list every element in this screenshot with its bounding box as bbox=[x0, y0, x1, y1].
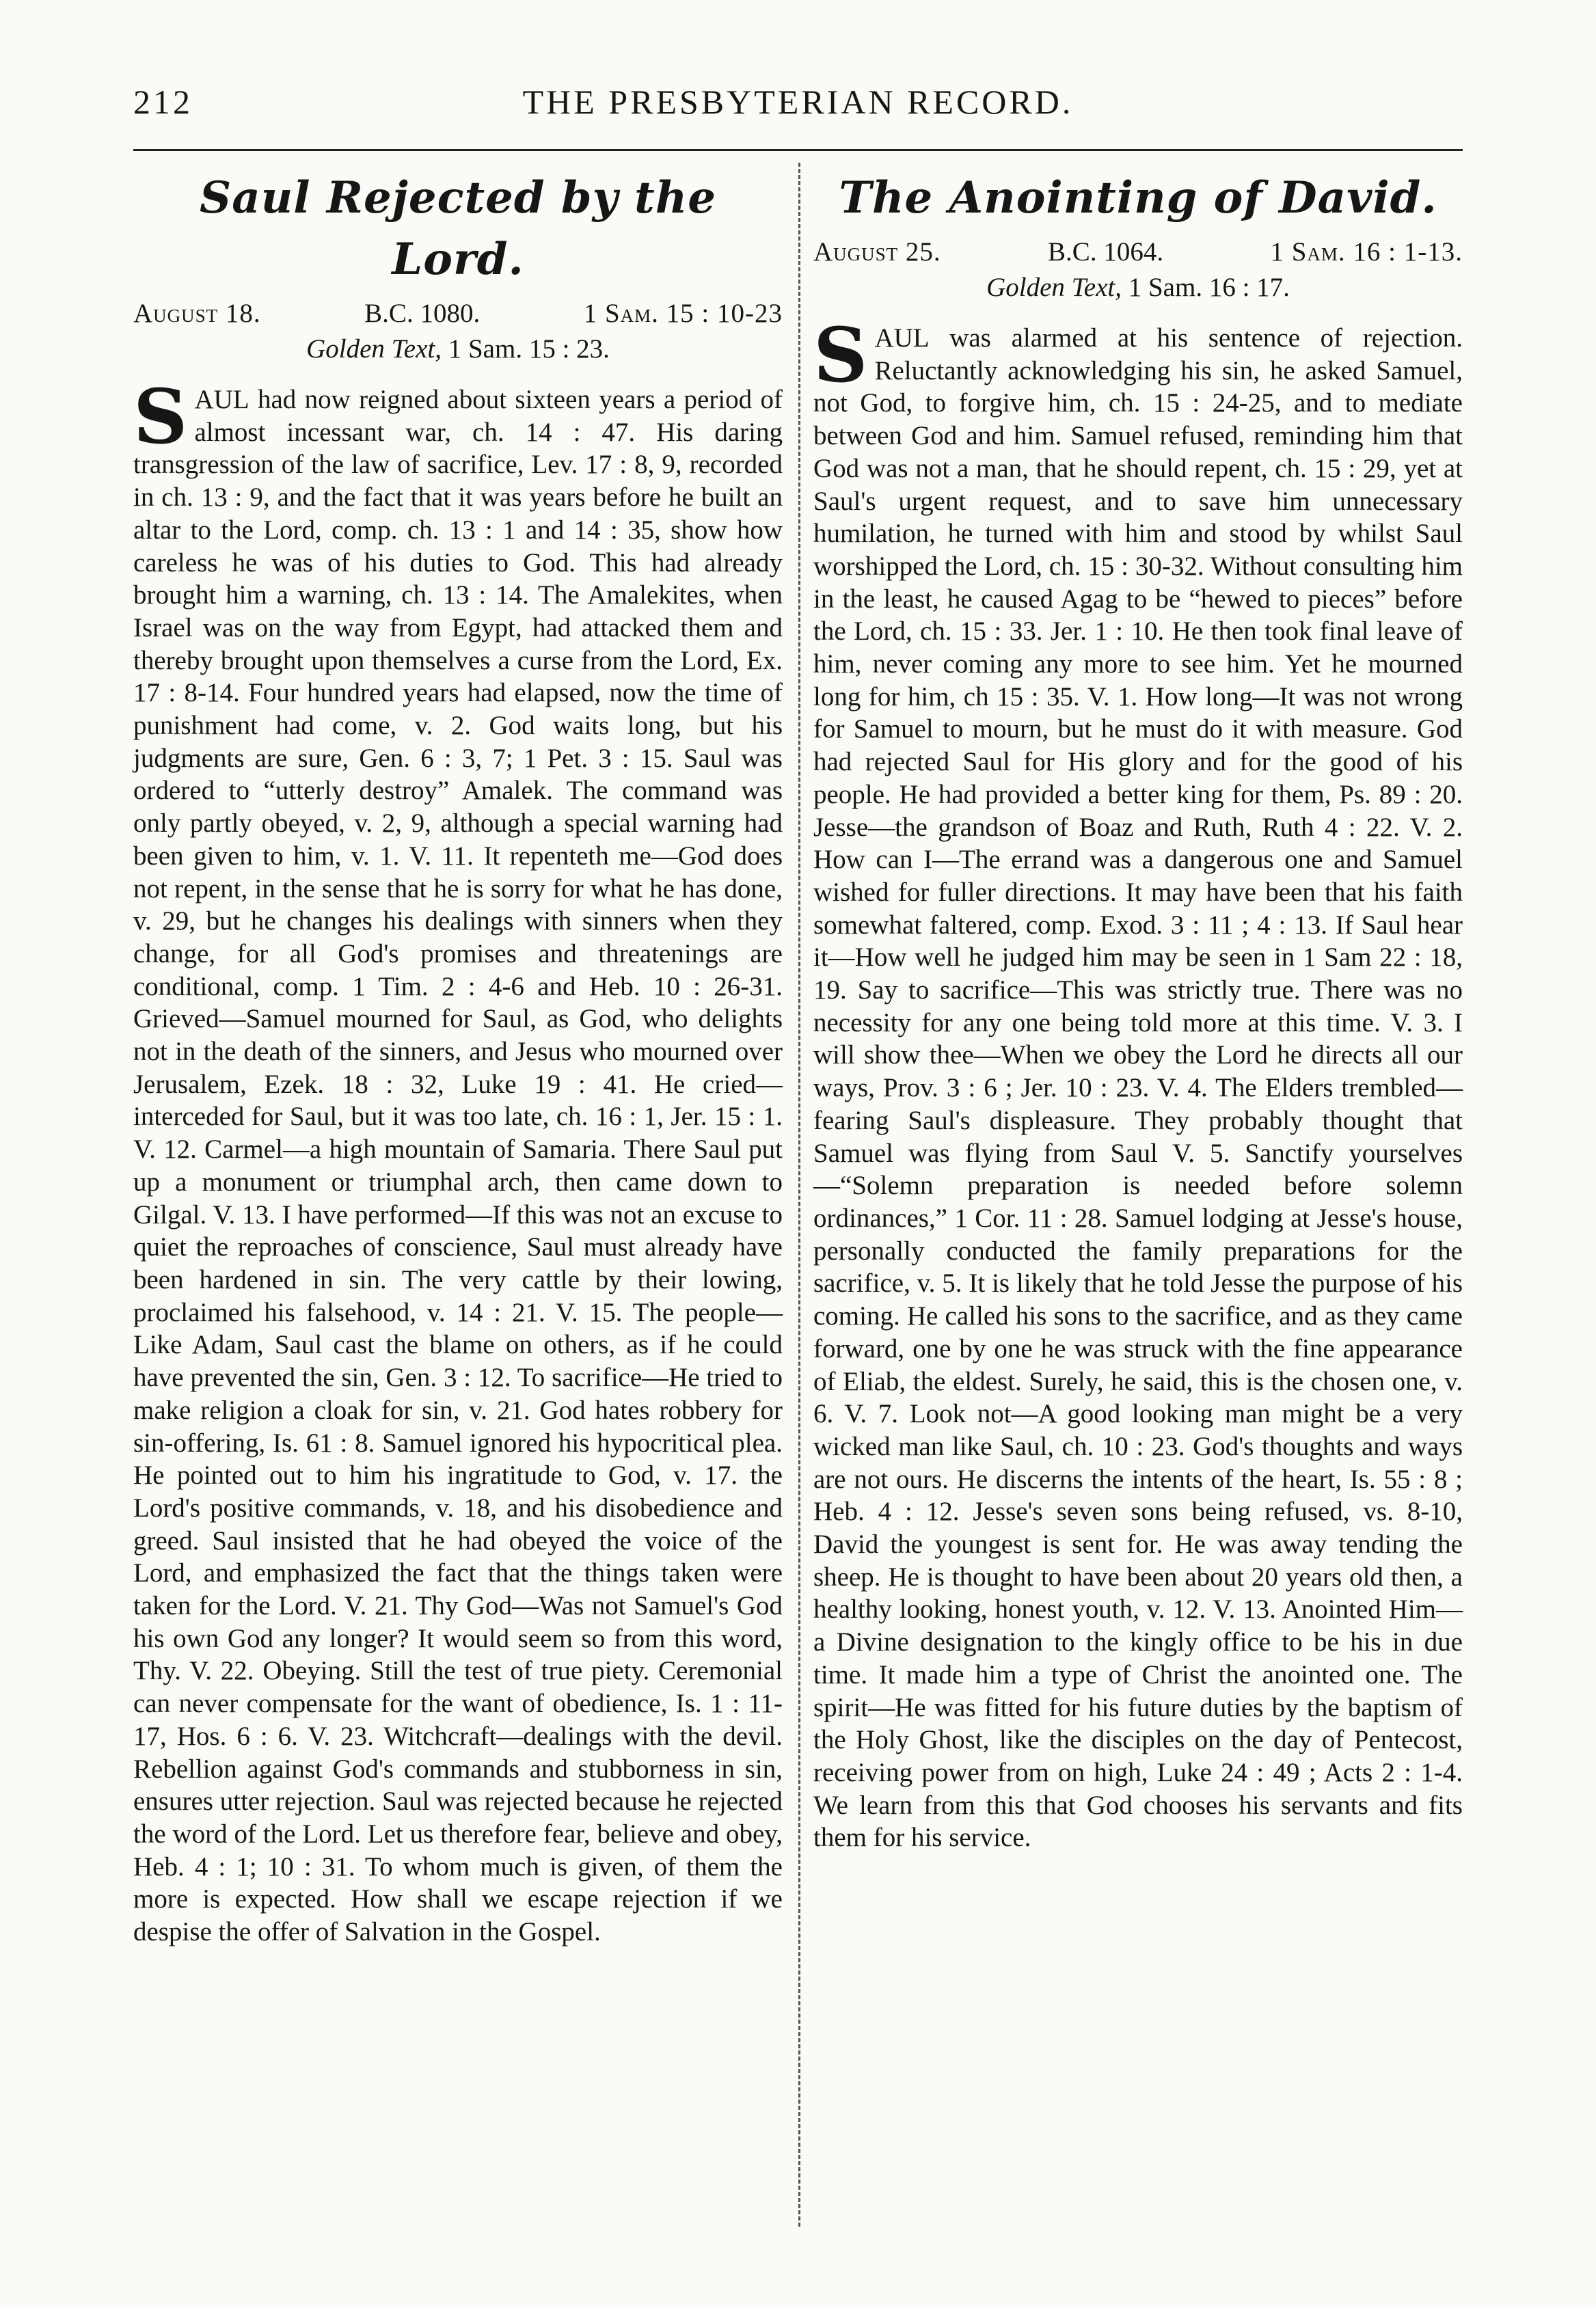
lesson-column-right bbox=[813, 167, 1463, 1854]
lesson-body bbox=[813, 311, 1463, 1854]
lesson-column-left bbox=[133, 167, 783, 1949]
golden-text-label: Golden Text, bbox=[306, 334, 442, 364]
header-rule bbox=[133, 149, 1463, 151]
lesson-title: Saul Rejected by the Lord. bbox=[200, 172, 716, 285]
drop-cap: S bbox=[133, 372, 188, 461]
drop-cap: S bbox=[813, 311, 868, 399]
lesson-title: The Anointing of David. bbox=[839, 172, 1437, 223]
running-title: THE PRESBYTERIAN RECORD. bbox=[522, 83, 1074, 121]
page-header bbox=[133, 82, 1463, 137]
lesson-body-text: had now reigned about sixteen years a period of almost incessant war, ch. 14 : 47. His daring transgression of the law of sacrifice, Lev. 17 : 8, 9, recorded in ch. 13 : 9, and the fact that it was years before he built an altar to the Lord, comp. ch. 13 : 1 and 14 : 35, show how careless he was of his duties to God. This had already brought him a warning, ch. 13 : 14. The Amalekites, when Israel was on the way from Egypt, had attacked them and thereby brought upon themselves a curse from the Lord, Ex. 17 : 8-14. Four hundred years had elapsed, now the time of punishment had come, v. 2. God waits long, but his judgments are sure, Gen. 6 : 3, 7; 1 Pet. 3 : 15. Saul was ordered to “utterly destroy” Amalek. The command was only partly obeyed, v. 2, 9, although a special warning had been given to him, v. 1. V. 11. It repenteth me—God does not repent, in the sense that he is sorry for what he has done, v. 29, but he changes his dealings with sinners when they change, for all God's promises and threatenings are conditional, comp. 1 Tim. 2 : 4-6 and Heb. 10 : 26-31. Grieved—Samuel mourned for Saul, as God, who delights not in the death of the sinners, and Jesus who mourned over Jerusalem, Ezek. 18 : 32, Luke 19 : 41. He cried—interceded for Saul, but it was too late, ch. 16 : 1, Jer. 15 : 1. V. 12. Carmel—a high mountain of Samaria. There Saul put up a monument or triumphal arch, then came down to Gilgal. V. 13. I have performed—If this was not an excuse to quiet the reproaches of conscience, Saul must already have been hardened in sin. The very cattle by their lowing, proclaimed his falsehood, v. 14 : 21. V. 15. The people—Like Adam, Saul cast the blame on others, as if he could have prevented the sin, Gen. 3 : 12. To sacrifice—He tried to make religion a cloak for sin, v. 21. God hates robbery for sin-offering, Is. 61 : 8. Samuel ignored his hypocritical plea. He pointed out to him his ingratitude to God, v. 17. the Lord's positive commands, v. 18, and his disobedience and greed. Saul insisted that he had obeyed the voice of the Lord, and emphasized the fact that the things taken were taken for the Lord. V. 21. Thy God—Was not Samuel's God his own God any longer? It would seem so from this word, Thy. V. 22. Obeying. Still the test of true piety. Ceremonial can never compensate for the want of obedience, Is. 1 : 11-17, Hos. 6 : 6. V. 23. Witchcraft—dealings with the devil. Rebellion against God's commands and stubborness in sin, ensures utter rejection. Saul was rejected because he rejected the word of the Lord. Let us therefore fear, believe and obey, Heb. 4 : 1; 10 : 31. To whom much is given, of them the more is expected. How shall we escape rejection if we despise the offer of Salvation in the Gospel. bbox=[133, 385, 783, 1947]
golden-text-label: Golden Text, bbox=[986, 273, 1122, 302]
golden-text bbox=[813, 270, 1463, 306]
lesson-reference: 1 Sam. 15 : 10-23 bbox=[583, 299, 783, 328]
lesson-era: B.C. 1064. bbox=[1048, 237, 1164, 267]
lesson-date: August 18. bbox=[133, 299, 261, 328]
page-number: 212 bbox=[133, 83, 193, 121]
lesson-meta bbox=[133, 296, 783, 331]
lead-caps: AUL bbox=[874, 323, 930, 353]
lesson-date: August 25. bbox=[813, 237, 941, 267]
lesson-reference: 1 Sam. 16 : 1-13. bbox=[1270, 237, 1463, 267]
golden-text-reference: 1 Sam. 16 : 17. bbox=[1128, 273, 1290, 302]
lesson-body bbox=[133, 372, 783, 1949]
column-divider bbox=[798, 163, 800, 2227]
lesson-era: B.C. 1080. bbox=[364, 299, 481, 328]
lesson-body-text: was alarmed at his sentence of rejection. Reluctantly acknowledging his sin, he asked Samuel, not God, to forgive him, ch. 15 : 24-25, and to mediate between God and him. Samuel refused, reminding him that God was not a man, that he should repent, ch. 15 : 29, yet at Saul's urgent request, and to save him unnecessary humilation, he turned with him and stood by whilst Saul worshipped the Lord, ch. 15 : 30-32. Without consulting him in the least, he caused Agag to be “hewed to pieces” before the Lord, ch. 15 : 33. Jer. 1 : 10. He then took final leave of him, never coming any more to see him. Yet he mourned long for him, ch 15 : 35. V. 1. How long—It was not wrong for Samuel to mourn, but he must do it with measure. God had rejected Saul for His glory and for the good of his people. He had provided a better king for them, Ps. 89 : 20. Jesse—the grandson of Boaz and Ruth, Ruth 4 : 22. V. 2. How can I—The errand was a dangerous one and Samuel wished for fuller directions. It may have been that his faith somewhat faltered, comp. Exod. 3 : 11 ; 4 : 13. If Saul hear it—How well he judged him may be seen in 1 Sam 22 : 18, 19. Say to sacrifice—This was strictly true. There was no necessity for any one being told more at this time. V. 3. I will show thee—When we obey the Lord he directs all our ways, Prov. 3 : 6 ; Jer. 10 : 23. V. 4. The Elders trembled—fearing Saul's displeasure. They probably thought that Samuel was flying from Saul V. 5. Sanctify yourselves—“Solemn preparation is needed before solemn ordinances,” 1 Cor. 11 : 28. Samuel lodging at Jesse's house, personally conducted the family preparations for the sacrifice, v. 5. It is likely that he told Jesse the purpose of his coming. He called his sons to the sacrifice, and as they came forward, one by one he was struck with the fine appearance of Eliab, the eldest. Surely, he said, this is the chosen one, v. 6. V. 7. Look not—A good looking man might be a very wicked man like Saul, ch. 10 : 23. God's thoughts and ways are not ours. He discerns the intents of the heart, Is. 55 : 8 ; Heb. 4 : 12. Jesse's seven sons being refused, vs. 8-10, David the youngest is sent for. He was away tending the sheep. He is thought to have been about 20 years old then, a healthy looking, honest youth, v. 12. V. 13. Anointed Him—a Divine designation to the kingly office to be his in due time. It made him a type of Christ the anointed one. The spirit—He was fitted for his future duties by the baptism of the Holy Ghost, like the disciples on the day of Pentecost, receiving power from on high, Luke 24 : 49 ; Acts 2 : 1-4. We learn from this that God chooses his servants and fits them for his service. bbox=[813, 323, 1463, 1853]
lead-caps: AUL bbox=[194, 385, 249, 414]
golden-text bbox=[133, 331, 783, 367]
golden-text-reference: 1 Sam. 15 : 23. bbox=[448, 334, 610, 364]
lesson-meta bbox=[813, 234, 1463, 270]
